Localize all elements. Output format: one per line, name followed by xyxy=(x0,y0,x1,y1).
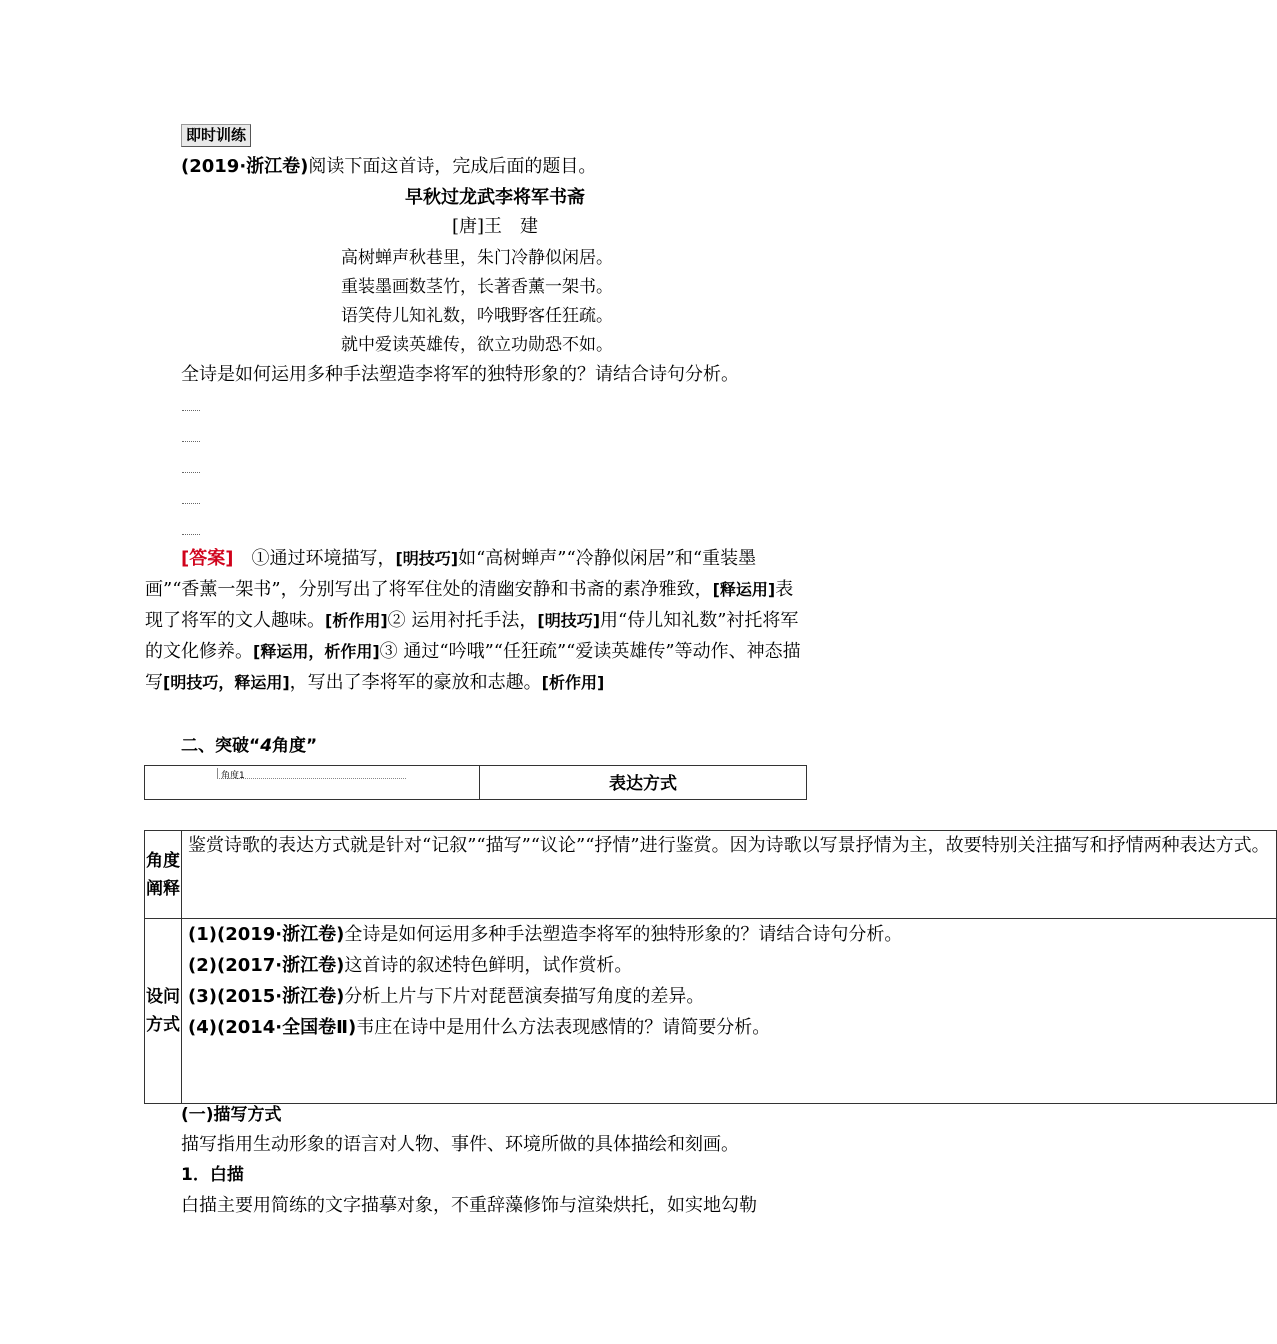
row1-text-cell xyxy=(182,831,1277,919)
describe-subtext: 白描主要用简练的文字描摹对象，不重辞藻修饰与渲染烘托，如实地勾勒 xyxy=(181,1195,757,1216)
answer-text: ，写出了李将军的豪放和志趣。 xyxy=(289,672,542,693)
describe-heading: (一)描写方式 xyxy=(181,1105,282,1125)
section-heading xyxy=(181,734,317,758)
poem-author: [唐]王 建 xyxy=(451,216,539,237)
exercise-tag: 即时训练 xyxy=(181,124,251,147)
answer-annotation: [析作用] xyxy=(541,673,605,692)
info-table xyxy=(144,830,1277,1104)
section-heading-suffix: 角度” xyxy=(272,736,318,756)
poem-line: 高树蝉声秋巷里，朱门冷静似闲居。 xyxy=(341,248,613,268)
answer-annotation: [明技巧] xyxy=(537,611,601,630)
question-item: (4)(2014·全国卷Ⅱ)韦庄在诗中是用什么方法表现感情的？请简要分析。 xyxy=(188,1017,771,1038)
poem-title: 早秋过龙武李将军书斋 xyxy=(405,187,585,208)
exercise-question: 全诗是如何运用多种手法塑造李将军的独特形象的？请结合诗句分析。 xyxy=(181,364,739,385)
answer-text: ② 运用衬托手法， xyxy=(387,610,538,631)
question-item: (3)(2015·浙江卷)分析上片与下片对琵琶演奏描写角度的差异。 xyxy=(188,986,705,1007)
section-heading-num: 4 xyxy=(260,736,273,756)
section-heading-prefix: 二、突破“ xyxy=(181,736,261,756)
row2-label-line: 设问 xyxy=(146,987,180,1007)
row1-label-line: 阐释 xyxy=(146,878,180,899)
angle-tag-label: 角度1 xyxy=(221,771,245,781)
answer-blank-line[interactable] xyxy=(182,503,200,504)
poem-line: 就中爱读英雄传，欲立功勋恐不如。 xyxy=(341,335,613,355)
intro-text: 阅读下面这首诗，完成后面的题目。 xyxy=(308,156,597,177)
row1-label-cell xyxy=(145,831,182,919)
answer-annotation: [释运用，析作用] xyxy=(253,642,380,661)
row2-items-cell xyxy=(182,919,1277,1104)
answer-text: 表现了将军的文人趣味。 xyxy=(145,579,794,631)
answer-blank-line[interactable] xyxy=(182,441,200,442)
answer-blank-line[interactable] xyxy=(182,472,200,473)
answer-text: 如“高树蝉声”“冷静似闲居”和“重装墨画”“香薰一架书”，分别写出了将军住处的清幽安静和书斋的素净雅致， xyxy=(145,548,757,600)
row2-label-cell xyxy=(145,919,182,1104)
describe-subheading: 1．白描 xyxy=(181,1165,244,1185)
answer-blank-line[interactable] xyxy=(182,410,200,411)
answer-label: [答案] xyxy=(181,548,234,569)
answer-blank-line[interactable] xyxy=(182,534,200,535)
poem-line: 语笑侍儿知礼数，吟哦野客任狂疏。 xyxy=(341,306,613,326)
answer-annotation: [明技巧] xyxy=(395,549,459,568)
answer-text: ③ 通过“吟哦”“任狂疏”“爱读英雄传”等动作、神态描写 xyxy=(145,641,801,693)
answer-annotation: [明技巧，释运用] xyxy=(163,673,290,692)
row2-label-line: 方式 xyxy=(146,1015,180,1035)
angle-header-table xyxy=(144,765,807,800)
row1-label-line: 角度 xyxy=(146,850,180,871)
question-item: (2)(2017·浙江卷)这首诗的叙述特色鲜明，试作赏析。 xyxy=(188,955,633,976)
describe-definition: 描写指用生动形象的语言对人物、事件、环境所做的具体描绘和刻画。 xyxy=(181,1134,739,1155)
answer-annotation: [释运用] xyxy=(712,580,776,599)
angle-title: 表达方式 xyxy=(609,774,677,794)
answer-body xyxy=(145,548,801,693)
intro-source: (2019·浙江卷) xyxy=(181,156,309,177)
answer-annotation: [析作用] xyxy=(325,611,388,630)
answer-text: ①通过环境描写， xyxy=(233,548,396,569)
answer-text: 用“侍儿知礼数”衬托将军的文化修养。 xyxy=(145,610,799,662)
exercise-intro xyxy=(181,155,596,179)
angle-title-cell xyxy=(480,766,807,800)
angle-tag-cell xyxy=(145,766,480,800)
question-item: (1)(2019·浙江卷)全诗是如何运用多种手法塑造李将军的独特形象的？请结合诗句分析。 xyxy=(188,924,903,945)
answer-paragraph xyxy=(145,543,807,698)
row1-text: 鉴赏诗歌的表达方式就是针对“记叙”“描写”“议论”“抒情”进行鉴赏。因为诗歌以写景抒情为主，故要特别关注描写和抒情两种表达方式。 xyxy=(188,835,1270,856)
poem-line: 重装墨画数茎竹，长著香薰一架书。 xyxy=(341,277,613,297)
